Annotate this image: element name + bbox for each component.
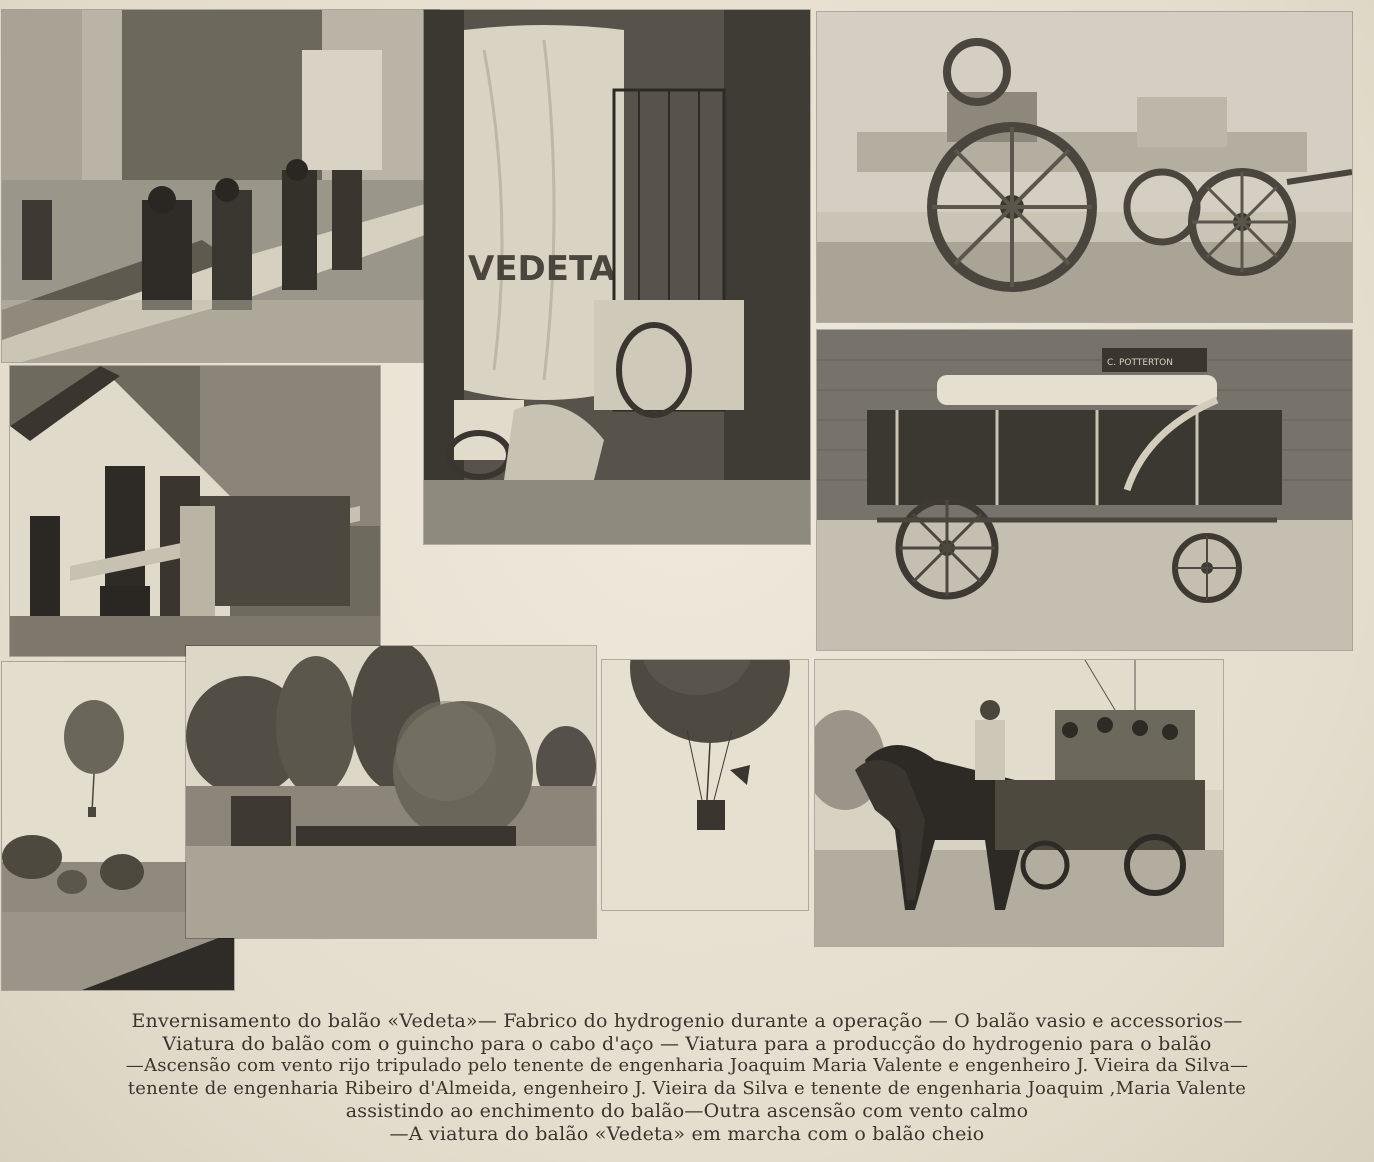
photo-balloon-accessories <box>424 10 810 544</box>
potterton-sign: C. POTTERTON <box>1107 358 1173 368</box>
caption-line: —Ascensão com vento rijo tripulado pelo tenente de engenharia Joaquim Maria Valente e engenheiro J. Vieira da Silva— <box>125 1055 1249 1076</box>
photo-varnishing <box>2 10 439 362</box>
photo-winch-carriage <box>817 12 1352 322</box>
photo-hydrogen-carriage <box>817 330 1352 650</box>
caption-line: Envernisamento do balão «Vedeta»— Fabrico do hydrogenio durante a operação — O balão vasio e accessorios— <box>131 1010 1243 1032</box>
photo-hydrogen-making <box>10 366 380 656</box>
caption-line: —A viatura do balão «Vedeta» em marcha com o balão cheio <box>389 1122 985 1145</box>
photo-inflation <box>186 646 596 938</box>
photo-carriage-march <box>815 660 1223 946</box>
caption-line: Viatura do balão com o guincho para o cabo d'aço — Viatura para a producção do hydrogenio para o balão <box>162 1032 1212 1055</box>
photo-caption <box>0 1010 1374 1145</box>
caption-line: tenente de engenharia Ribeiro d'Almeida, engenheiro J. Vieira da Silva e tenente de engenharia Joaquim ,Maria Valente <box>127 1077 1247 1099</box>
vedeta-label: VEDETA <box>468 249 616 289</box>
photo-ascent-calm <box>602 660 808 910</box>
caption-line: assistindo ao enchimento do balão—Outra ascensão com vento calmo <box>345 1100 1029 1122</box>
